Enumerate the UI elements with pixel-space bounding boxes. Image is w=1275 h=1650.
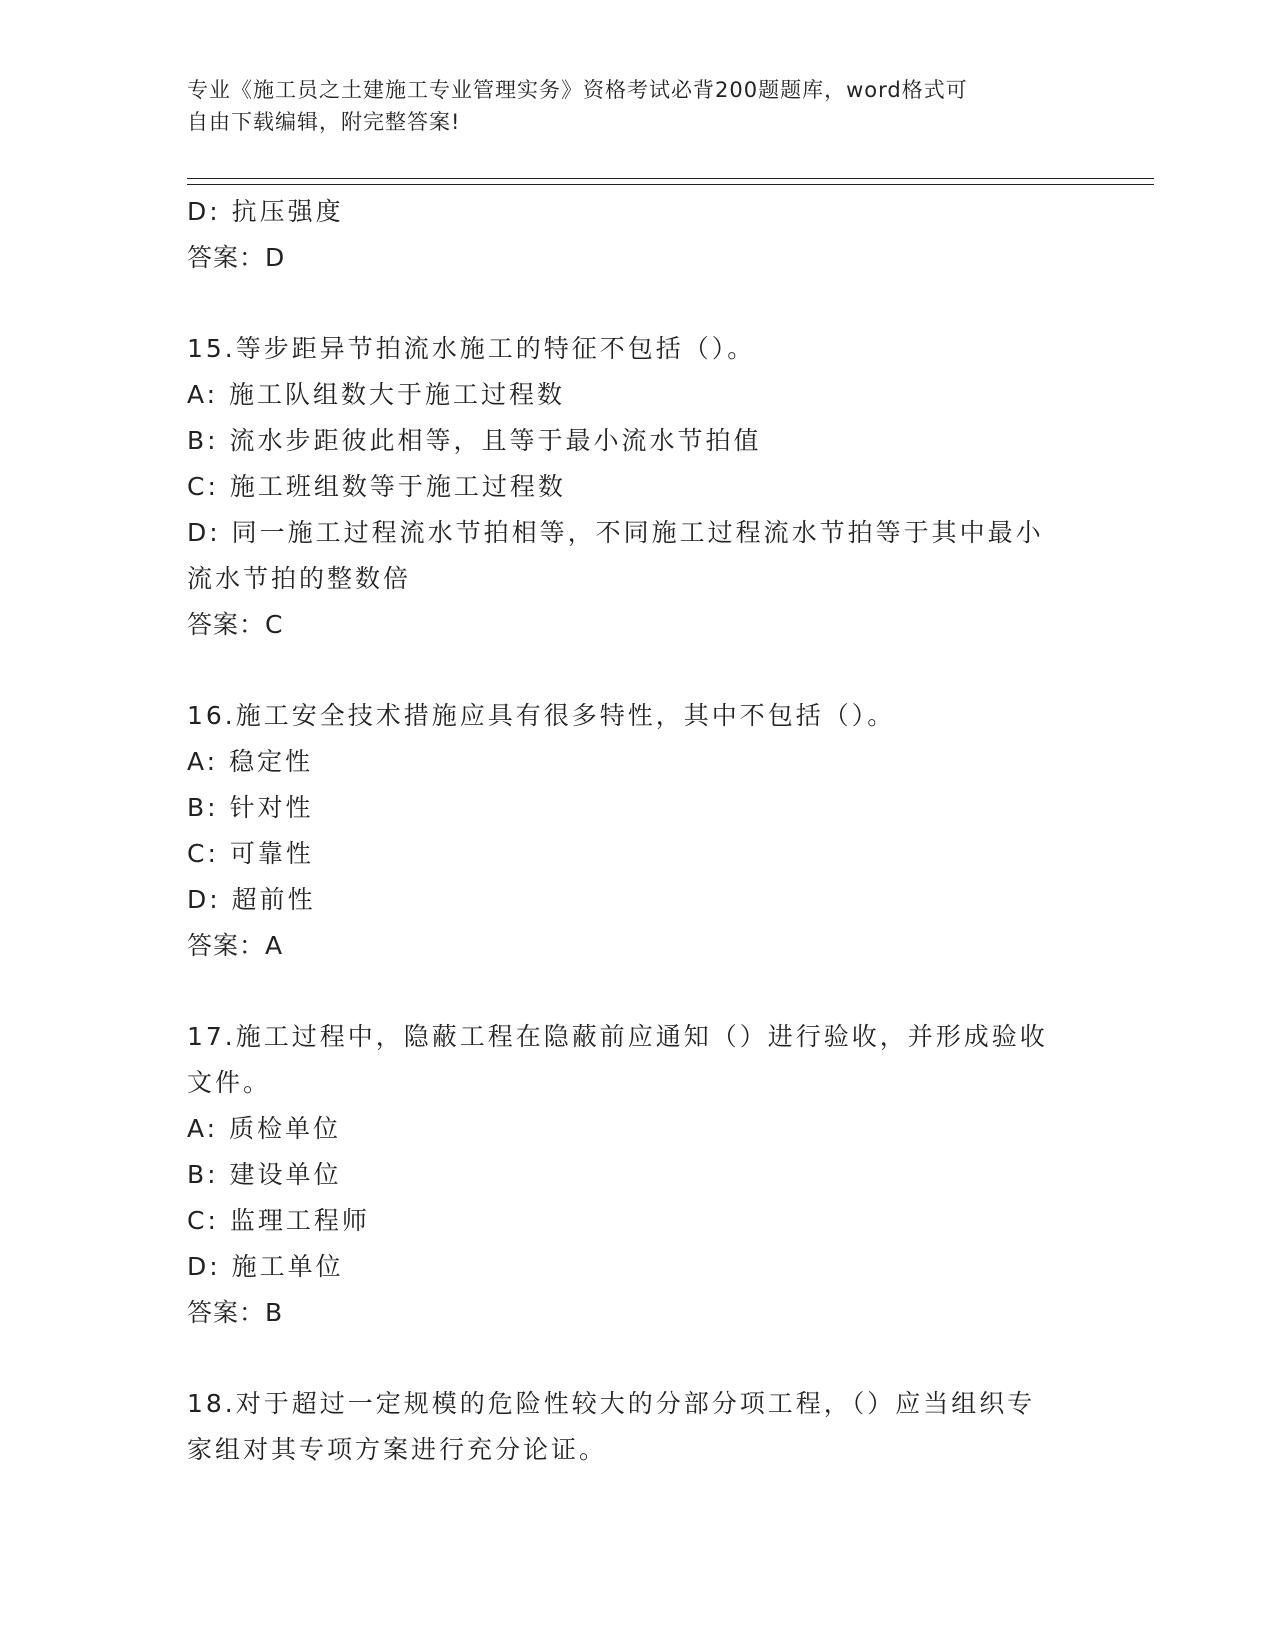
question-16 [187, 693, 1087, 969]
answer: 答案：B [187, 1298, 284, 1327]
option-a: A: 质检单位 [187, 1114, 342, 1143]
spacer [187, 648, 1087, 693]
header-divider-bottom [187, 184, 1154, 185]
question-stem: 15.等步距异节拍流水施工的特征不包括（）。 [187, 334, 756, 363]
question-18 [187, 1381, 1087, 1473]
option-c: C: 监理工程师 [187, 1206, 370, 1235]
question-stem-continued: 文件。 [187, 1068, 272, 1097]
header-divider-top [187, 178, 1154, 179]
option-c: C: 可靠性 [187, 839, 314, 868]
spacer [187, 969, 1087, 1014]
spacer [187, 1336, 1087, 1381]
header-line-1: 专业《施工员之土建施工专业管理实务》资格考试必背200题题库，word格式可 [187, 78, 968, 102]
option-d: D: 同一施工过程流水节拍相等，不同施工过程流水节拍等于其中最小 [187, 518, 1044, 547]
option-d: D: 抗压强度 [187, 197, 344, 226]
question-17 [187, 1014, 1087, 1336]
option-d-continued: 流水节拍的整数倍 [187, 564, 412, 593]
option-b: B: 针对性 [187, 793, 314, 822]
answer: 答案：C [187, 610, 284, 639]
question-stem: 16.施工安全技术措施应具有很多特性，其中不包括（）。 [187, 701, 896, 730]
option-a: A: 稳定性 [187, 747, 314, 776]
option-d: D: 超前性 [187, 885, 316, 914]
option-b: B: 流水步距彼此相等，且等于最小流水节拍值 [187, 426, 762, 455]
question-stem: 18.对于超过一定规模的危险性较大的分部分项工程，（）应当组织专 [187, 1389, 1036, 1418]
document-body [187, 189, 1087, 1473]
option-b: B: 建设单位 [187, 1160, 342, 1189]
header-line-2: 自由下载编辑，附完整答案! [187, 110, 461, 134]
option-c: C: 施工班组数等于施工过程数 [187, 472, 566, 501]
answer: 答案：D [187, 243, 286, 272]
option-d: D: 施工单位 [187, 1252, 344, 1281]
question-stem: 17.施工过程中，隐蔽工程在隐蔽前应通知（）进行验收，并形成验收 [187, 1022, 1048, 1051]
question-15 [187, 326, 1087, 648]
question-14-tail [187, 189, 1087, 281]
document-header [187, 74, 1067, 138]
answer: 答案：A [187, 931, 284, 960]
option-a: A: 施工队组数大于施工过程数 [187, 380, 566, 409]
spacer [187, 281, 1087, 326]
question-stem-continued: 家组对其专项方案进行充分论证。 [187, 1435, 608, 1464]
